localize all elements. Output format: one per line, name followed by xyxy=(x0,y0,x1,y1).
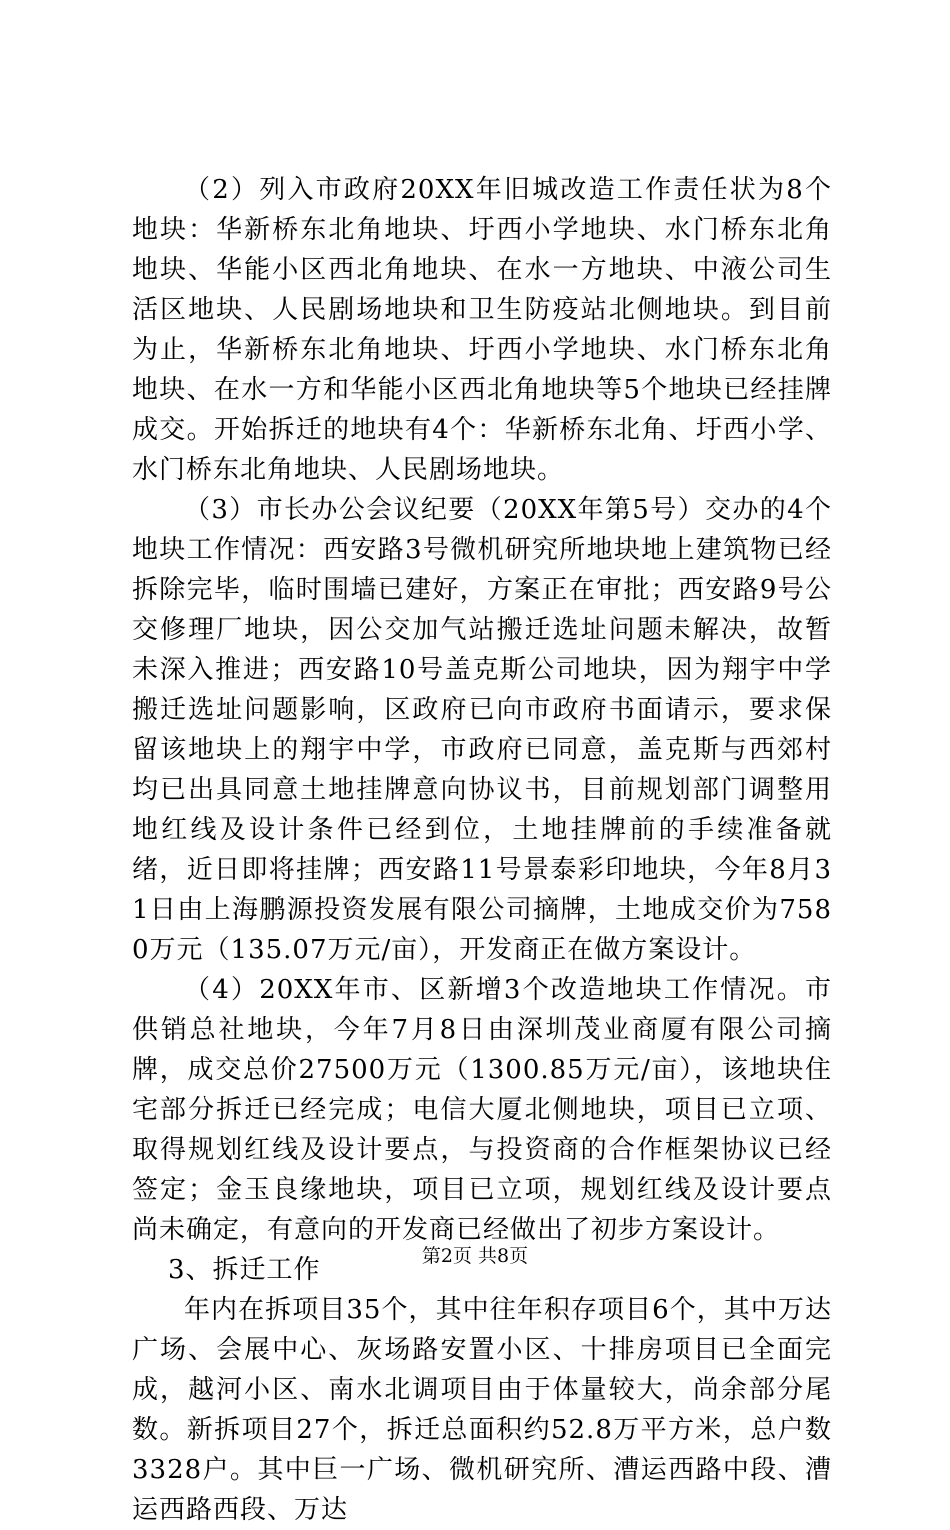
section-paragraph: 年内在拆项目35个，其中往年积存项目6个，其中万达广场、会展中心、灰场路安置小区、十排房项目已全面完成，越河小区、南水北调项目由于体量较大，尚余部分尾数。新拆项目27个，拆迁总面积约52.8万平方米，总户数3328户。其中巨一广场、微机研究所、漕运西路中段、漕运西路西段、万达 xyxy=(132,1295,832,1525)
document-body xyxy=(132,170,832,1530)
paragraph-4: （4）20XX年市、区新增3个改造地块工作情况。市供销总社地块，今年7月8日由深圳茂业商厦有限公司摘牌，成交总价27500万元（1300.85万元/亩），该地块住宅部分拆迁已经完成；电信大厦北侧地块，项目已立项、取得规划红线及设计要点，与投资商的合作框架协议已经签定；金玉良缘地块，项目已立项，规划红线及设计要点尚未确定，有意向的开发商已经做出了初步方案设计。 xyxy=(132,975,832,1245)
paragraph-3: （3）市长办公会议纪要（20XX年第5号）交办的4个地块工作情况：西安路3号微机研究所地块地上建筑物已经拆除完毕，临时围墙已建好，方案正在审批；西安路9号公交修理厂地块，因公交加气站搬迁选址问题未解决，故暂未深入推进；西安路10号盖克斯公司地块，因为翔宇中学搬迁选址问题影响，区政府已向市政府书面请示，要求保留该地块上的翔宇中学，市政府已同意，盖克斯与西郊村均已出具同意土地挂牌意向协议书，目前规划部门调整用地红线及设计条件已经到位，土地挂牌前的手续准备就绪，近日即将挂牌；西安路11号景泰彩印地块，今年8月31日由上海鹏源投资发展有限公司摘牌，土地成交价为7580万元（135.07万元/亩），开发商正在做方案设计。 xyxy=(132,495,832,965)
page-number: 第2页 共8页 xyxy=(421,1245,529,1267)
page-footer xyxy=(0,1244,950,1268)
paragraph-2: （2）列入市政府20XX年旧城改造工作责任状为8个地块：华新桥东北角地块、圩西小学地块、水门桥东北角地块、华能小区西北角地块、在水一方地块、中液公司生活区地块、人民剧场地块和卫生防疫站北侧地块。到目前为止，华新桥东北角地块、圩西小学地块、水门桥东北角地块、在水一方和华能小区西北角地块等5个地块已经挂牌成交。开始拆迁的地块有4个：华新桥东北角、圩西小学、水门桥东北角地块、人民剧场地块。 xyxy=(132,175,832,485)
section-heading: 3、拆迁工作 xyxy=(168,1255,321,1285)
